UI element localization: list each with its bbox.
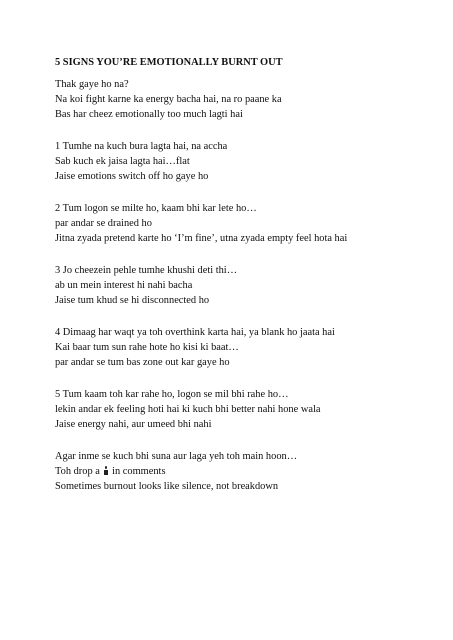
intro-line: Bas har cheez emotionally too much lagti hai bbox=[55, 109, 243, 120]
intro-line: Thak gaye ho na? bbox=[55, 79, 129, 90]
sign-1-line: Jaise emotions switch off ho gaye ho bbox=[55, 171, 209, 182]
sign-2-paragraph bbox=[55, 201, 435, 246]
sign-1-line: 1 Tumhe na kuch bura lagta hai, na accha bbox=[55, 141, 228, 152]
sign-3-line: ab un mein interest hi nahi bacha bbox=[55, 280, 193, 291]
sign-3-line: Jaise tum khud se hi disconnected ho bbox=[55, 295, 210, 306]
closing-text-before: Toh drop a bbox=[55, 466, 100, 477]
sign-2-line: Jitna zyada pretend karte ho ‘I’m fine’, utna zyada empty feel hota hai bbox=[55, 233, 348, 244]
closing-line: Agar inme se kuch bhi suna aur laga yeh toh main hoon… bbox=[55, 451, 298, 462]
sign-3-paragraph bbox=[55, 263, 435, 308]
closing-line-with-icon bbox=[55, 464, 435, 479]
closing-paragraph bbox=[55, 449, 435, 494]
intro-line: Na koi fight karne ka energy bacha hai, na ro paane ka bbox=[55, 94, 282, 105]
sign-5-paragraph bbox=[55, 387, 435, 432]
sign-3-line: 3 Jo cheezein pehle tumhe khushi deti thi… bbox=[55, 265, 238, 276]
sign-5-line: 5 Tum kaam toh kar rahe ho, logon se mil bhi rahe ho… bbox=[55, 389, 289, 400]
sign-4-paragraph bbox=[55, 325, 435, 370]
sign-4-line: Kai baar tum sun rahe hote ho kisi ki baat… bbox=[55, 342, 239, 353]
sign-5-line: Jaise energy nahi, aur umeed bhi nahi bbox=[55, 419, 212, 430]
sign-1-line: Sab kuch ek jaisa lagta hai…flat bbox=[55, 156, 190, 167]
sign-4-line: 4 Dimaag har waqt ya toh overthink karta hai, ya blank ho jaata hai bbox=[55, 327, 335, 338]
closing-text-after: in comments bbox=[112, 466, 166, 477]
sign-2-line: par andar se drained ho bbox=[55, 218, 152, 229]
document-page bbox=[55, 56, 435, 511]
sign-2-line: 2 Tum logon se milte ho, kaam bhi kar lete ho… bbox=[55, 203, 257, 214]
sign-5-line: lekin andar ek feeling hoti hai ki kuch bhi better nahi hone wala bbox=[55, 404, 321, 415]
sign-4-line: par andar se tum bas zone out kar gaye ho bbox=[55, 357, 230, 368]
document-title: 5 SIGNS YOU’RE EMOTIONALLY BURNT OUT bbox=[55, 57, 283, 68]
closing-line: Sometimes burnout looks like silence, not breakdown bbox=[55, 481, 279, 492]
candle-icon bbox=[103, 466, 108, 475]
sign-1-paragraph bbox=[55, 139, 435, 184]
intro-paragraph bbox=[55, 77, 435, 122]
